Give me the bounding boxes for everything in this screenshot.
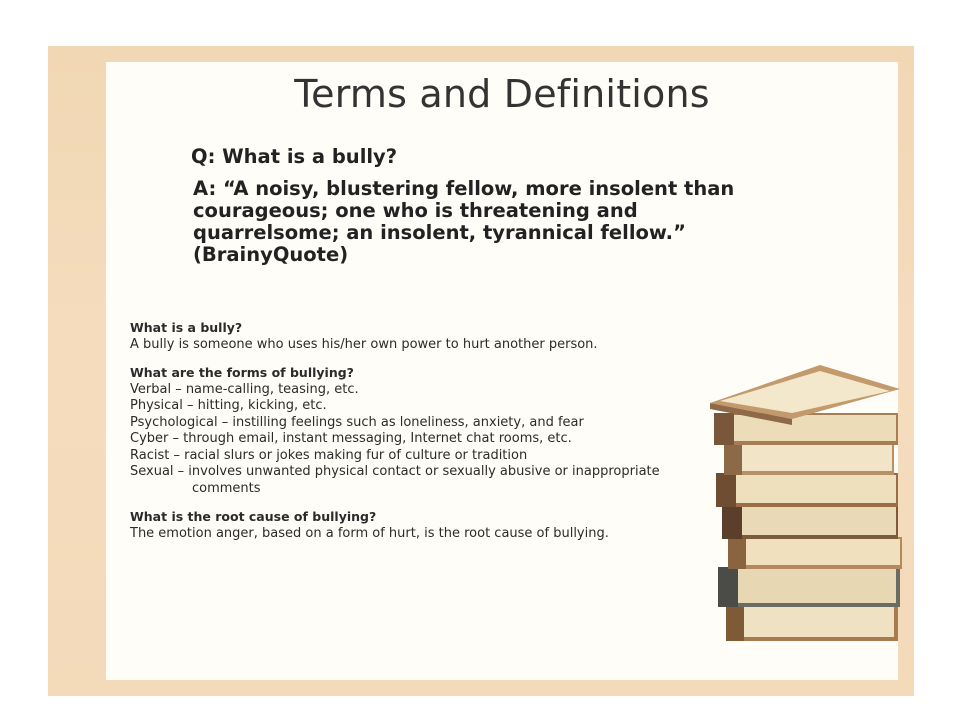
slide-title: Terms and Definitions bbox=[294, 72, 710, 116]
section-heading: What is a bully? bbox=[130, 320, 243, 335]
definition-block bbox=[193, 146, 753, 266]
definition-question: Q: What is a bully? bbox=[191, 145, 398, 168]
book bbox=[716, 473, 898, 507]
section-line: Cyber – through email, instant messaging, Internet chat rooms, etc. bbox=[130, 431, 572, 446]
section-heading: What are the forms of bullying? bbox=[130, 365, 354, 380]
book bbox=[728, 537, 902, 569]
book bbox=[724, 443, 894, 475]
book bbox=[726, 605, 898, 641]
body-text bbox=[130, 320, 730, 542]
definition-answer: A: “A noisy, blustering fellow, more insolent than courageous; one who is threatening and quarrelsome; an insolent, tyrannical fellow.” (BrainyQuote) bbox=[193, 177, 735, 266]
book-stack-icon bbox=[700, 355, 915, 655]
book bbox=[714, 413, 898, 445]
section-line: The emotion anger, based on a form of hurt, is the root cause of bullying. bbox=[130, 525, 609, 541]
book bbox=[722, 505, 898, 539]
section-line: Sexual – involves unwanted physical contact or sexually abusive or inappropriate comments bbox=[130, 464, 660, 496]
section-line: A bully is someone who uses his/her own power to hurt another person. bbox=[130, 336, 598, 352]
section-line: Racist – racial slurs or jokes making fur of culture or tradition bbox=[130, 447, 528, 463]
book bbox=[718, 567, 900, 607]
section-line: Psychological – instilling feelings such as loneliness, anxiety, and fear bbox=[130, 414, 584, 430]
section-heading: What is the root cause of bullying? bbox=[130, 509, 377, 524]
section-line: Verbal – name-calling, teasing, etc. bbox=[130, 381, 359, 397]
section-line: Physical – hitting, kicking, etc. bbox=[130, 398, 327, 413]
